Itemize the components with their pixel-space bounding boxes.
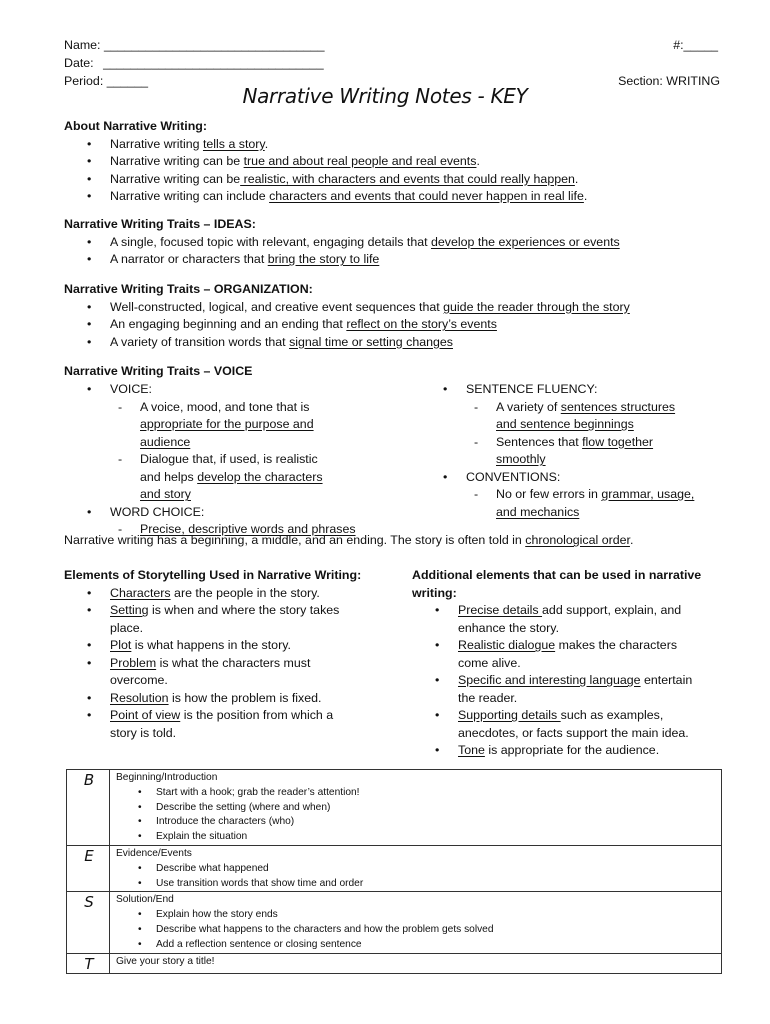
list-item: - Dialogue that, if used, is realistic and helps develop the characters and story — [102, 451, 340, 504]
list-item: • SENTENCE FLUENCY: - A variety of sentences structures and sentence beginnings - Sentences that flow together smoothly — [420, 381, 740, 469]
list-item: • WORD CHOICE: - Precise, descriptive words and phrases — [64, 504, 384, 539]
about-heading: About Narrative Writing: — [64, 119, 207, 133]
list-item: • Problem is what the characters must overcome. — [64, 655, 354, 690]
date-field[interactable] — [64, 55, 324, 73]
voice-heading: Narrative Writing Traits – VOICE — [64, 364, 253, 378]
list-item: • Supporting details such as examples, anecdotes, or facts support the main idea. — [412, 707, 702, 742]
row-content: Evidence/Events • Describe what happened • Use transition words that show time and order — [110, 845, 722, 891]
table-row — [67, 770, 722, 846]
name-field[interactable] — [64, 37, 324, 55]
voice-left-column — [64, 381, 384, 539]
list-item: • Resolution is how the problem is fixed. — [64, 690, 354, 708]
name-label: Name: — [64, 38, 101, 52]
number-field[interactable]: #:_____ — [673, 38, 718, 52]
list-item: - A voice, mood, and tone that is appropriate for the purpose and audience — [102, 399, 340, 452]
list-item: • Narrative writing can be true and about real people and real events. — [64, 153, 724, 171]
list-item: - No or few errors in grammar, usage, and mechanics — [458, 486, 698, 521]
list-item: • CONVENTIONS: - No or few errors in grammar, usage, and mechanics — [420, 469, 740, 522]
table-row — [67, 953, 722, 974]
date-blank: ________________________________ — [103, 56, 324, 70]
list-item: • Specific and interesting language entertain the reader. — [412, 672, 702, 707]
list-item: • Realistic dialogue makes the characters come alive. — [412, 637, 702, 672]
row-content: Give your story a title! — [110, 953, 722, 974]
section-label: Section: WRITING — [618, 74, 720, 88]
ideas-list — [64, 234, 724, 269]
voice-right-column — [420, 381, 740, 521]
best-organizer-table — [66, 769, 722, 974]
additional-section — [412, 567, 712, 760]
row-content: Solution/End • Explain how the story ends • Describe what happens to the characters and how the problem gets solved • Add a reflection sentence or closing sentence — [110, 892, 722, 953]
elements-heading: Elements of Storytelling Used in Narrative Writing: — [64, 568, 362, 582]
list-item: • Narrative writing tells a story. — [64, 136, 724, 154]
elements-section — [64, 567, 364, 742]
list-item: • Narrative writing can include characters and events that could never happen in real life. — [64, 188, 724, 206]
row-letter: B — [67, 770, 110, 846]
row-content: Beginning/Introduction • Start with a hook; grab the reader’s attention! • Describe the setting (where and when) • Introduce the characters (who) • Explain the situation — [110, 770, 722, 846]
period-blank: ______ — [106, 74, 149, 88]
organization-list — [64, 299, 724, 352]
list-item: • Narrative writing can be realistic, with characters and events that could really happen. — [64, 171, 724, 189]
row-letter: T — [67, 953, 110, 974]
list-item: - Sentences that flow together smoothly — [458, 434, 698, 469]
list-item: • Plot is what happens in the story. — [64, 637, 354, 655]
list-item: • VOICE: - A voice, mood, and tone that is appropriate for the purpose and audience - Dialogue that, if used, is realistic and helps develop the characters and story — [64, 381, 384, 504]
list-item: • A variety of transition words that signal time or setting changes — [64, 334, 724, 352]
name-blank: ________________________________ — [103, 38, 325, 52]
about-section — [64, 118, 724, 206]
page-title: Narrative Writing Notes - KEY — [242, 84, 528, 108]
about-list — [64, 136, 724, 206]
date-label: Date: — [64, 56, 94, 70]
summary-line: Narrative writing has a beginning, a middle, and an ending. The story is often told in chronological order. — [64, 533, 634, 547]
period-label: Period: — [64, 74, 104, 88]
ideas-heading: Narrative Writing Traits – IDEAS: — [64, 217, 256, 231]
list-item: • Precise details add support, explain, and enhance the story. — [412, 602, 702, 637]
list-item: • Setting is when and where the story takes place. — [64, 602, 354, 637]
list-item: - A variety of sentences structures and sentence beginnings — [458, 399, 698, 434]
list-item: • A narrator or characters that bring the story to life — [64, 251, 724, 269]
list-item: • An engaging beginning and an ending that reflect on the story’s events — [64, 316, 724, 334]
organization-section — [64, 281, 724, 351]
row-letter: E — [67, 845, 110, 891]
row-letter: S — [67, 892, 110, 953]
table-row — [67, 892, 722, 953]
list-item: • A single, focused topic with relevant, engaging details that develop the experiences or events — [64, 234, 724, 252]
list-item: • Tone is appropriate for the audience. — [412, 742, 702, 760]
organization-heading: Narrative Writing Traits – ORGANIZATION: — [64, 282, 313, 296]
ideas-section — [64, 216, 724, 269]
list-item: - Precise, descriptive words and phrases — [102, 521, 362, 539]
list-item: • Point of view is the position from which a story is told. — [64, 707, 354, 742]
additional-heading: Additional elements that can be used in narrative writing: — [412, 568, 702, 600]
list-item: • Characters are the people in the story. — [64, 585, 354, 603]
list-item: • Well-constructed, logical, and creative event sequences that guide the reader through the story — [64, 299, 724, 317]
table-row — [67, 845, 722, 891]
